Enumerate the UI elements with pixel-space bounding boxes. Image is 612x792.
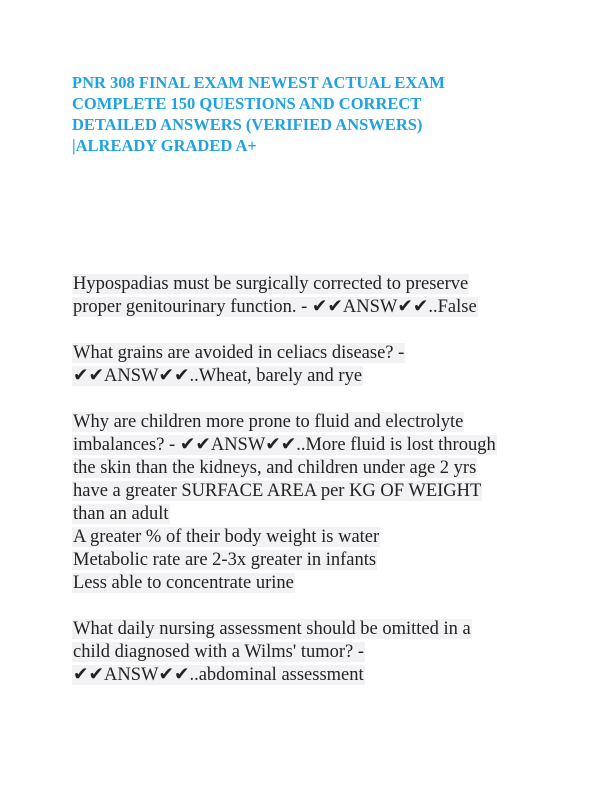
title-line: |ALREADY GRADED A+ [72, 136, 257, 155]
qa-text-line: have a greater SURFACE AREA per KG OF WEIGHT [73, 481, 482, 501]
qa-text-line: the skin than the kidneys, and children under age 2 yrs [73, 458, 477, 478]
title-line: PNR 308 FINAL EXAM NEWEST ACTUAL EXAM [72, 73, 445, 92]
title-line: DETAILED ANSWERS (VERIFIED ANSWERS) [72, 115, 423, 134]
qa-text-line: ✔✔ANSW✔✔..abdominal assessment [73, 665, 364, 685]
document-title [72, 72, 542, 156]
qa-item-hypospadias [72, 273, 542, 319]
qa-text-line: child diagnosed with a Wilms' tumor? - [73, 642, 365, 662]
qa-text-line: than an adult [73, 504, 169, 524]
qa-text-line: Why are children more prone to fluid and electrolyte [73, 412, 464, 432]
qa-text-line: imbalances? - ✔✔ANSW✔✔..More fluid is lost through [73, 435, 496, 455]
qa-text-line: ✔✔ANSW✔✔..Wheat, barely and rye [73, 366, 363, 386]
qa-item-fluid-electrolyte [72, 411, 542, 595]
qa-text-line: Hypospadias must be surgically corrected to preserve [73, 274, 469, 294]
qa-text-line: Metabolic rate are 2-3x greater in infants [73, 550, 377, 570]
qa-text-line: What daily nursing assessment should be omitted in a [73, 619, 471, 639]
qa-item-celiacs [72, 342, 542, 388]
qa-text-line: Less able to concentrate urine [73, 573, 294, 593]
title-line: COMPLETE 150 QUESTIONS AND CORRECT [72, 94, 422, 113]
qa-text-line: proper genitourinary function. - ✔✔ANSW✔✔..False [73, 297, 477, 317]
qa-item-wilms-tumor [72, 618, 542, 687]
qa-text-line: A greater % of their body weight is water [73, 527, 380, 547]
qa-text-line: What grains are avoided in celiacs disease? - [73, 343, 405, 363]
qa-list [72, 273, 542, 710]
